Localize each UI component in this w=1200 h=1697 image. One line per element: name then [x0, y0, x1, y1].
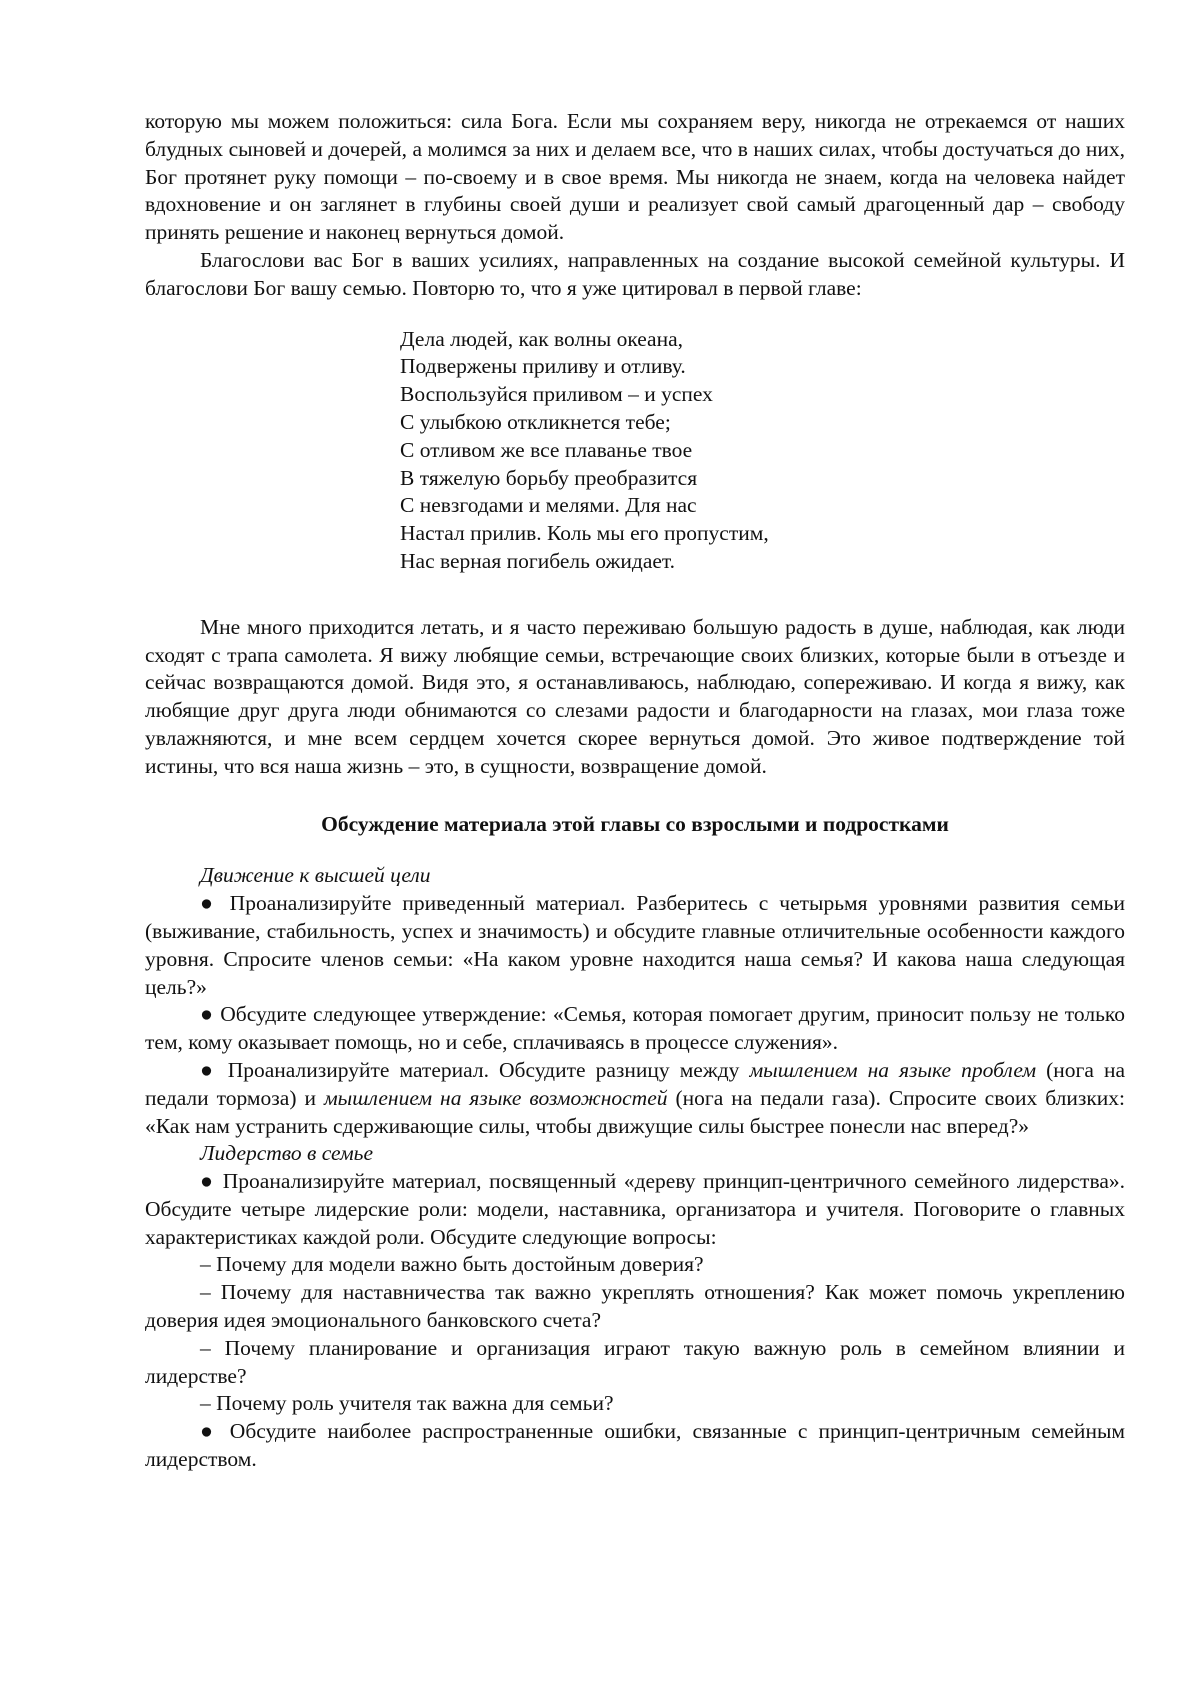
bullet-text: (нога на педали тормоза) и	[145, 1057, 1125, 1110]
question-item: – Почему для наставничества так важно укреплять отношения? Как может помочь укреплению доверия идея эмоционального банковского счета?	[145, 1280, 1125, 1333]
emphasis-problems: мышлением на языке проблем	[749, 1057, 1037, 1082]
poem-line: Подвержены приливу и отливу.	[400, 354, 686, 379]
bullet-item: ● Обсудите следующее утверждение: «Семья, которая помогает другим, приносит пользу не только тем, кому оказывает помощь, но и себе, сплачиваясь в процессе служения».	[145, 1002, 1125, 1055]
bullet-item	[145, 1057, 1125, 1140]
poem-line: Настал прилив. Коль мы его пропустим,	[400, 521, 769, 546]
poem-line: С отливом же все плаванье твое	[400, 437, 693, 462]
paragraph-faith: которую мы можем положиться: сила Бога. Если мы сохраняем веру, никогда не отрекаемся от наших блудных сыновей и дочерей, а молимся за них и делаем все, что в наших силах, чтобы достучаться до них, Бог протянет руку помощи – по-своему и в свое время. Мы никогда не знаем, когда на человека найдет вдохновение и он заглянет в глубины своей души и реализует свой самый драгоценный дар – свободу принять решение и наконец вернуться домой.	[145, 109, 1125, 245]
poem-quote	[400, 326, 1125, 576]
subheading-higher-goal: Движение к высшей цели	[200, 863, 431, 888]
bullet-item: ● Обсудите наиболее распространенные ошибки, связанные с принцип-центричным семейным лидерством.	[145, 1419, 1125, 1472]
bullet-item: ● Проанализируйте приведенный материал. Разберитесь с четырьмя уровнями развития семьи (выживание, стабильность, успех и значимость) и обсудите главные отличительные особенности каждого уровня. Спросите членов семьи: «На каком уровне находится наша семья? И какова наша следующая цель?»	[145, 891, 1125, 999]
poem-line: Дела людей, как волны океана,	[400, 326, 683, 351]
poem-line: С невзгодами и мелями. Для нас	[400, 493, 697, 518]
poem-line: Нас верная погибель ожидает.	[400, 548, 676, 573]
section-heading: Обсуждение материала этой главы со взрослыми и подростками	[321, 811, 949, 836]
bullet-text: ● Проанализируйте материал. Обсудите разницу между	[200, 1057, 750, 1082]
paragraph-blessing: Благослови вас Бог в ваших усилиях, направленных на создание высокой семейной культуры. И благослови Бог вашу семью. Повторю то, что я уже цитировал в первой главе:	[145, 247, 1125, 300]
document-page	[145, 108, 1125, 1474]
question-item: – Почему планирование и организация играют такую важную роль в семейном влиянии и лидерстве?	[145, 1335, 1125, 1388]
bullet-item: ● Проанализируйте материал, посвященный «дереву принцип-центричного семейного лидерства». Обсудите четыре лидерские роли: модели, наставника, организатора и учителя. Поговорите о главных характеристиках каждой роли. Обсудите следующие вопросы:	[145, 1169, 1125, 1249]
emphasis-possibilities: мышлением на языке возможностей	[323, 1085, 668, 1110]
poem-line: Воспользуйся приливом – и успех	[400, 382, 713, 407]
question-item: – Почему роль учителя так важна для семьи?	[200, 1391, 614, 1416]
bullet-text: (нога на педали газа). Спросите своих близких: «Как нам устранить сдерживающие силы, чтобы движущие силы быстрее понесли нас вперед?»	[145, 1085, 1125, 1138]
poem-line: В тяжелую борьбу преобразится	[400, 465, 698, 490]
subheading-family-leadership: Лидерство в семье	[200, 1141, 374, 1166]
paragraph-homecoming: Мне много приходится летать, и я часто переживаю большую радость в душе, наблюдая, как люди сходят с трапа самолета. Я вижу любящие семьи, встречающие своих близких, которые были в отъезде и сейчас возвращаются домой. Видя это, я останавливаюсь, наблюдаю, сопереживаю. И когда я вижу, как любящие друг друга люди обнимаются со слезами радости и благодарности на глазах, мои глаза тоже увлажняются, и мне всем сердцем хочется скорее вернуться домой. Это живое подтверждение той истины, что вся наша жизнь – это, в сущности, возвращение домой.	[145, 614, 1125, 778]
question-item: – Почему для модели важно быть достойным доверия?	[200, 1252, 704, 1277]
poem-line: С улыбкою откликнется тебе;	[400, 409, 671, 434]
